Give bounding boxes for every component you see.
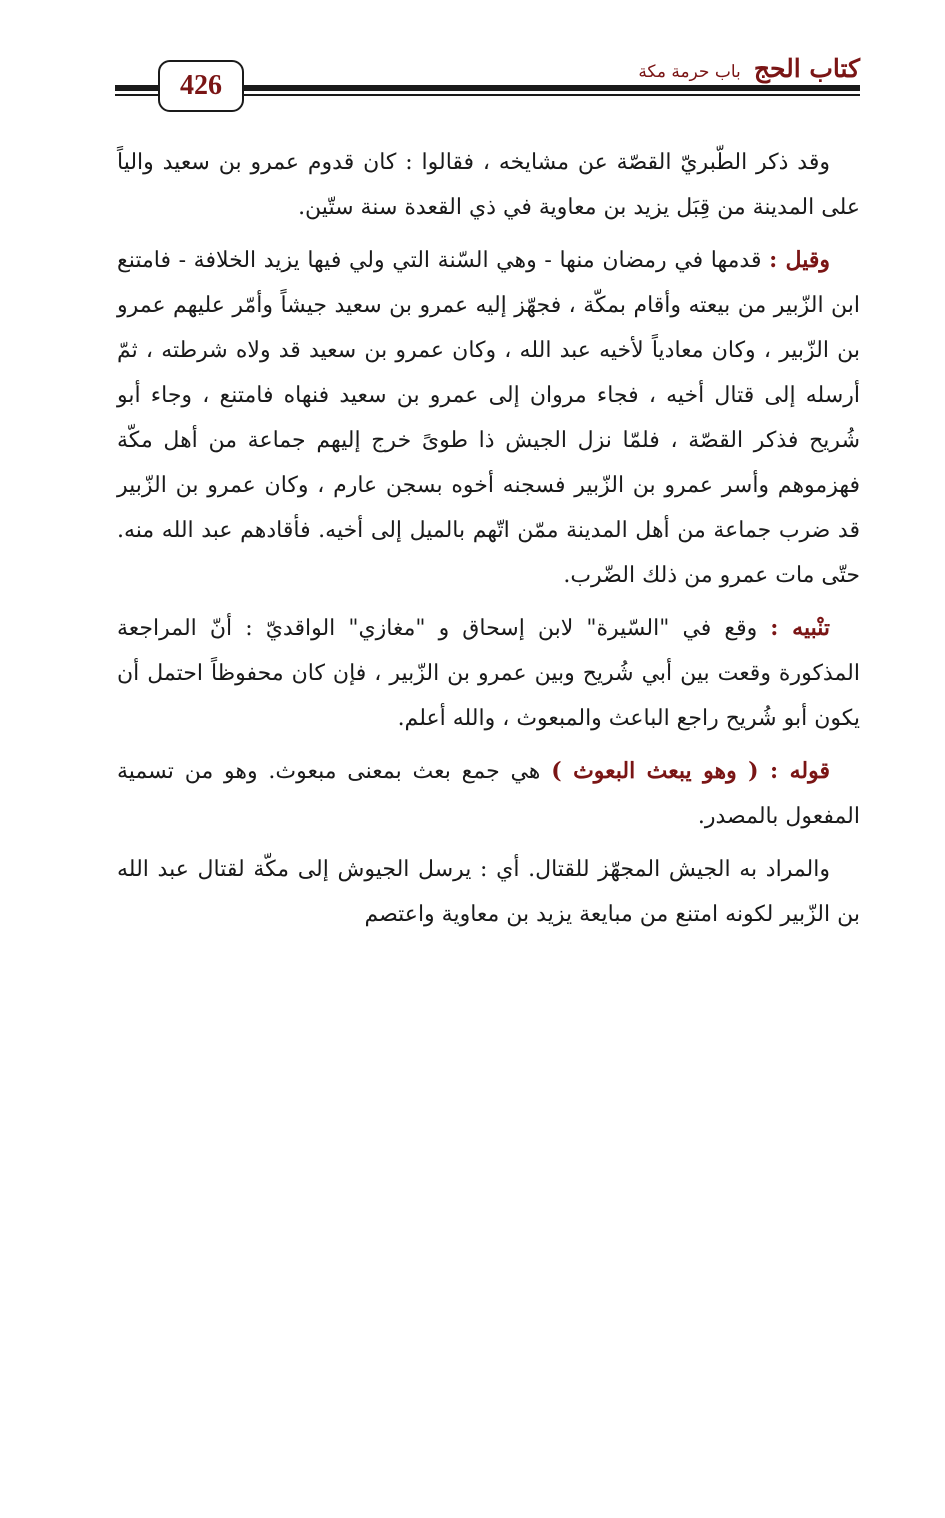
book-title: كتاب الحج <box>753 54 860 83</box>
paragraph-1 <box>117 140 860 230</box>
paragraph-2 <box>117 238 860 598</box>
paragraph-5 <box>117 847 860 937</box>
paragraph-text: قدمها في رمضان منها - وهي السّنة التي ولي فيها يزيد الخلافة - فامتنع ابن الزّبير من بيعته وأقام بمكّة ، فجهّز إليه عمرو بن سعيد جيشاً وأمّر عليهم عمرو بن الزّبير ، وكان معادياً لأخيه عبد الله ، وكان عمرو بن سعيد قد ولاه شرطته ، ثمّ أرسله إلى قتال أخيه ، فجاء مروان إلى عمرو بن سعيد فنهاه فامتنع ، وجاء أبو شُريح فذكر القصّة ، فلمّا نزل الجيش ذا طوىً خرج إليهم جماعة من أهل مكّة فهزموهم وأسر عمرو بن الزّبير فسجنه أخوه بسجن عارم ، وكان عمرو بن الزّبير قد ضرب جماعة من أهل المدينة ممّن اتّهم بالميل إلى أخيه. فأقادهم عبد الله منه. حتّى مات عمرو من ذلك الضّرب. <box>117 248 860 588</box>
chapter-title: باب حرمة مكة <box>638 62 741 82</box>
paragraph-lead: قوله : ( وهو يبعث البعوث ) <box>551 758 830 784</box>
paragraph-text: والمراد به الجيش المجهّز للقتال. أي : يرسل الجيوش إلى مكّة لقتال عبد الله بن الزّبير لكونه امتنع من مبايعة يزيد بن معاوية واعتصم <box>117 857 860 927</box>
paragraph-text: وقع في "السّيرة" لابن إسحاق و "مغازي" الواقديّ : أنّ المراجعة المذكورة وقعت بين أبي شُريح وبين عمرو بن الزّبير ، فإن كان محفوظاً احتمل أن يكون أبو شُريح راجع الباعث والمبعوث ، والله أعلم. <box>117 616 860 731</box>
page-number: 426 <box>158 60 244 112</box>
paragraph-lead: تنْبيه : <box>770 615 830 641</box>
page-header <box>115 52 860 114</box>
main-text <box>117 140 860 945</box>
running-title <box>638 54 860 83</box>
paragraph-text: وقد ذكر الطّبريّ القصّة عن مشايخه ، فقالوا : كان قدوم عمرو بن سعيد والياً على المدينة من قِبَل يزيد بن معاوية في ذي القعدة سنة ستّين. <box>117 150 860 220</box>
paragraph-4 <box>117 749 860 839</box>
paragraph-3 <box>117 606 860 741</box>
paragraph-text: هي جمع بعث بمعنى مبعوث. وهو من تسمية المفعول بالمصدر. <box>117 759 860 829</box>
paragraph-lead: وقيل : <box>769 247 830 273</box>
